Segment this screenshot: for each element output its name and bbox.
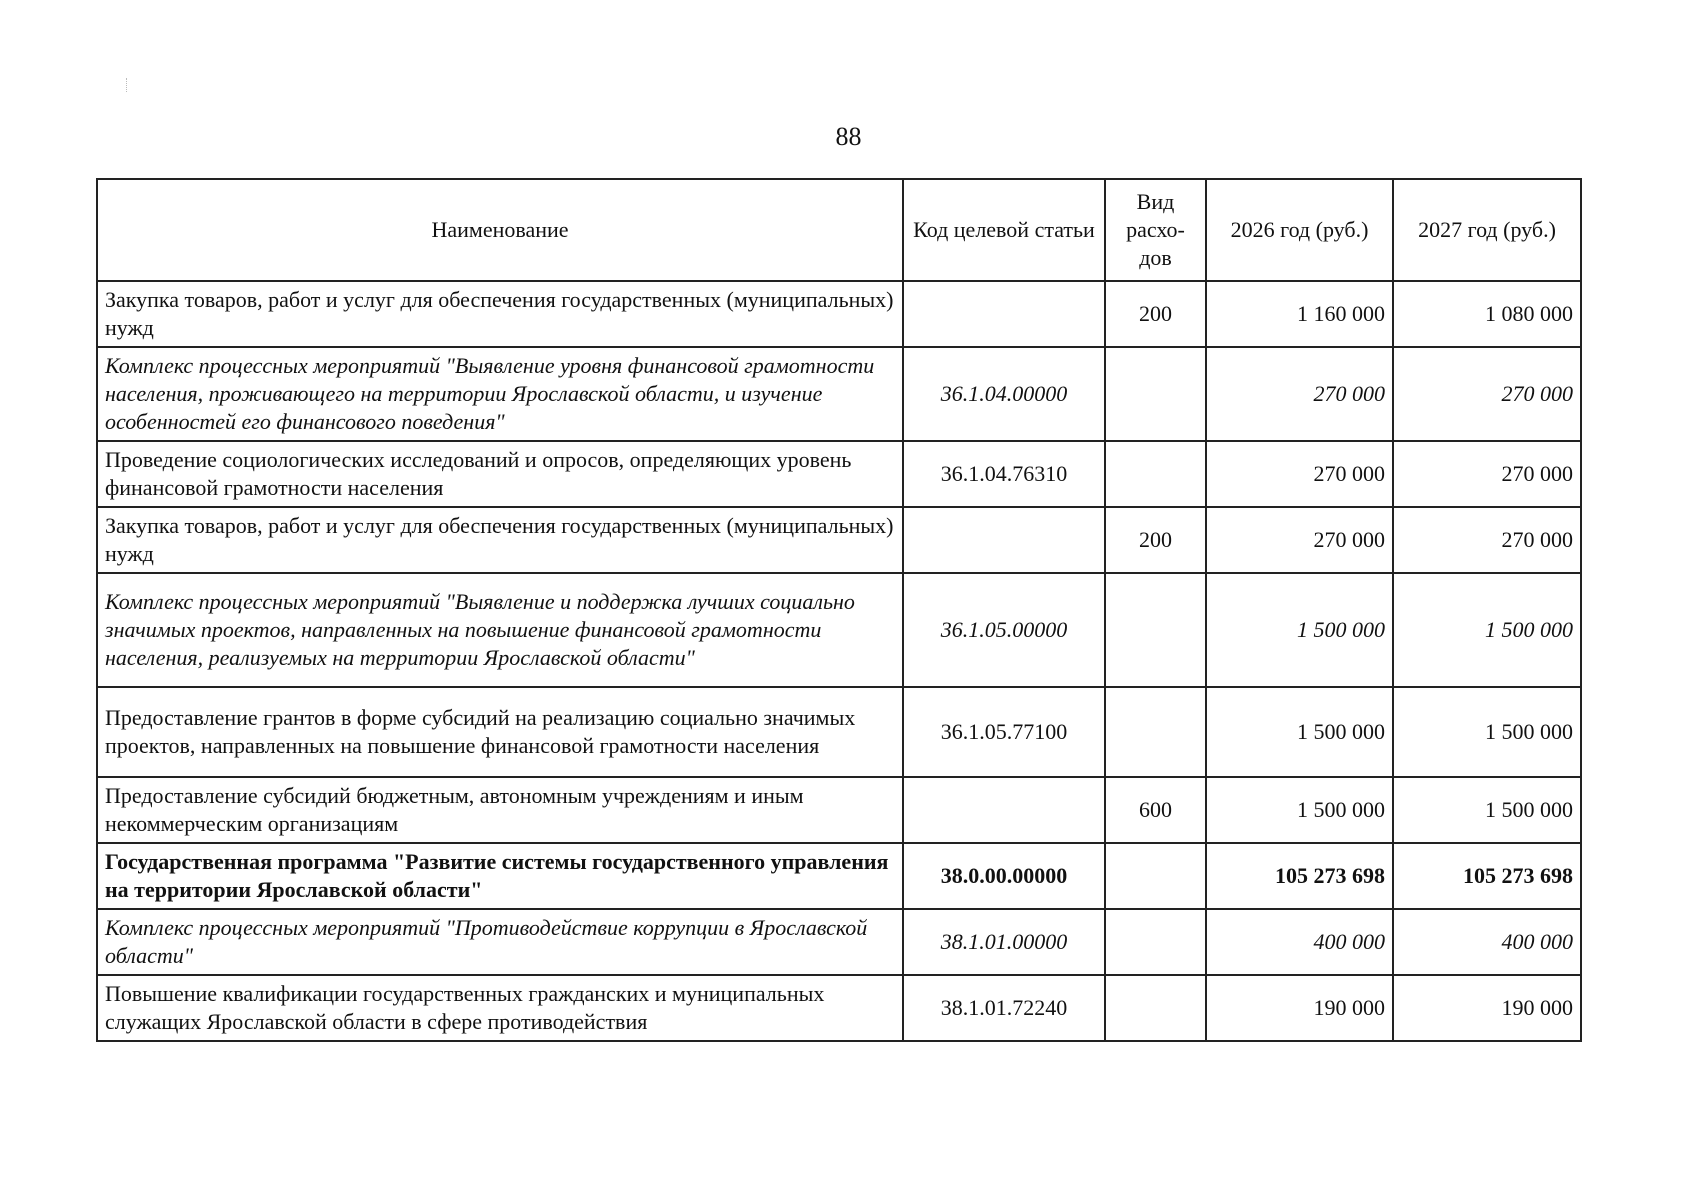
row-code — [903, 777, 1105, 843]
row-amount-2026: 270 000 — [1206, 347, 1393, 441]
row-amount-2026: 105 273 698 — [1206, 843, 1393, 909]
table-row — [97, 347, 1581, 441]
row-amount-2026: 270 000 — [1206, 441, 1393, 507]
row-name: Повышение квалификации государственных гражданских и муниципальных служащих Ярославской области в сфере противодействия — [97, 975, 903, 1041]
row-amount-2027: 105 273 698 — [1393, 843, 1581, 909]
row-kind: 200 — [1105, 507, 1206, 573]
header-name: Наименование — [97, 179, 903, 281]
row-amount-2027: 1 500 000 — [1393, 777, 1581, 843]
row-amount-2026: 400 000 — [1206, 909, 1393, 975]
row-amount-2027: 1 080 000 — [1393, 281, 1581, 347]
row-amount-2027: 270 000 — [1393, 507, 1581, 573]
row-kind: 600 — [1105, 777, 1206, 843]
table-row — [97, 909, 1581, 975]
row-kind — [1105, 909, 1206, 975]
row-name: Комплекс процессных мероприятий "Выявление и поддержка лучших социально значимых проектов, направленных на повышение финансовой грамотности населения, реализуемых на территории Ярославской области" — [97, 573, 903, 687]
table-row — [97, 573, 1581, 687]
row-kind — [1105, 843, 1206, 909]
row-amount-2027: 1 500 000 — [1393, 687, 1581, 777]
page-number: 88 — [835, 122, 862, 151]
header-code: Код целевой статьи — [903, 179, 1105, 281]
row-kind — [1105, 573, 1206, 687]
header-year-2026: 2026 год (руб.) — [1206, 179, 1393, 281]
row-amount-2026: 1 500 000 — [1206, 687, 1393, 777]
row-code: 38.1.01.72240 — [903, 975, 1105, 1041]
row-name: Предоставление субсидий бюджетным, автономным учреждениям и иным некоммерческим организациям — [97, 777, 903, 843]
row-amount-2027: 270 000 — [1393, 347, 1581, 441]
row-amount-2027: 1 500 000 — [1393, 573, 1581, 687]
table-row — [97, 843, 1581, 909]
row-amount-2026: 1 500 000 — [1206, 777, 1393, 843]
table-body — [97, 281, 1581, 1041]
row-name: Закупка товаров, работ и услуг для обеспечения государственных (муниципальных) нужд — [97, 281, 903, 347]
row-kind — [1105, 687, 1206, 777]
table-header-row — [97, 179, 1581, 281]
table-row — [97, 441, 1581, 507]
table-row — [97, 777, 1581, 843]
row-name: Предоставление грантов в форме субсидий на реализацию социально значимых проектов, направленных на повышение финансовой грамотности населения — [97, 687, 903, 777]
row-name: Комплекс процессных мероприятий "Противодействие коррупции в Ярославской области" — [97, 909, 903, 975]
row-amount-2026: 270 000 — [1206, 507, 1393, 573]
row-name: Государственная программа "Развитие системы государственного управления на территории Ярославской области" — [97, 843, 903, 909]
header-kind: Вид расхо-дов — [1105, 179, 1206, 281]
row-kind — [1105, 347, 1206, 441]
row-kind: 200 — [1105, 281, 1206, 347]
row-amount-2026: 1 160 000 — [1206, 281, 1393, 347]
table-row — [97, 507, 1581, 573]
row-code: 36.1.04.00000 — [903, 347, 1105, 441]
row-amount-2027: 400 000 — [1393, 909, 1581, 975]
row-kind — [1105, 975, 1206, 1041]
row-name: Комплекс процессных мероприятий "Выявление уровня финансовой грамотности населения, проживающего на территории Ярославской области, и изучение особенностей его финансового поведения" — [97, 347, 903, 441]
table-row — [97, 687, 1581, 777]
row-code — [903, 507, 1105, 573]
header-year-2027: 2027 год (руб.) — [1393, 179, 1581, 281]
row-code: 36.1.05.00000 — [903, 573, 1105, 687]
budget-table — [96, 178, 1582, 1042]
row-kind — [1105, 441, 1206, 507]
row-code: 36.1.05.77100 — [903, 687, 1105, 777]
row-code: 38.0.00.00000 — [903, 843, 1105, 909]
table-row — [97, 975, 1581, 1041]
table-row — [97, 281, 1581, 347]
row-amount-2027: 270 000 — [1393, 441, 1581, 507]
row-name: Закупка товаров, работ и услуг для обеспечения государственных (муниципальных) нужд — [97, 507, 903, 573]
row-amount-2026: 190 000 — [1206, 975, 1393, 1041]
row-amount-2026: 1 500 000 — [1206, 573, 1393, 687]
row-amount-2027: 190 000 — [1393, 975, 1581, 1041]
scan-artifact — [126, 78, 130, 92]
row-name: Проведение социологических исследований и опросов, определяющих уровень финансовой грамотности населения — [97, 441, 903, 507]
row-code — [903, 281, 1105, 347]
row-code: 38.1.01.00000 — [903, 909, 1105, 975]
row-code: 36.1.04.76310 — [903, 441, 1105, 507]
